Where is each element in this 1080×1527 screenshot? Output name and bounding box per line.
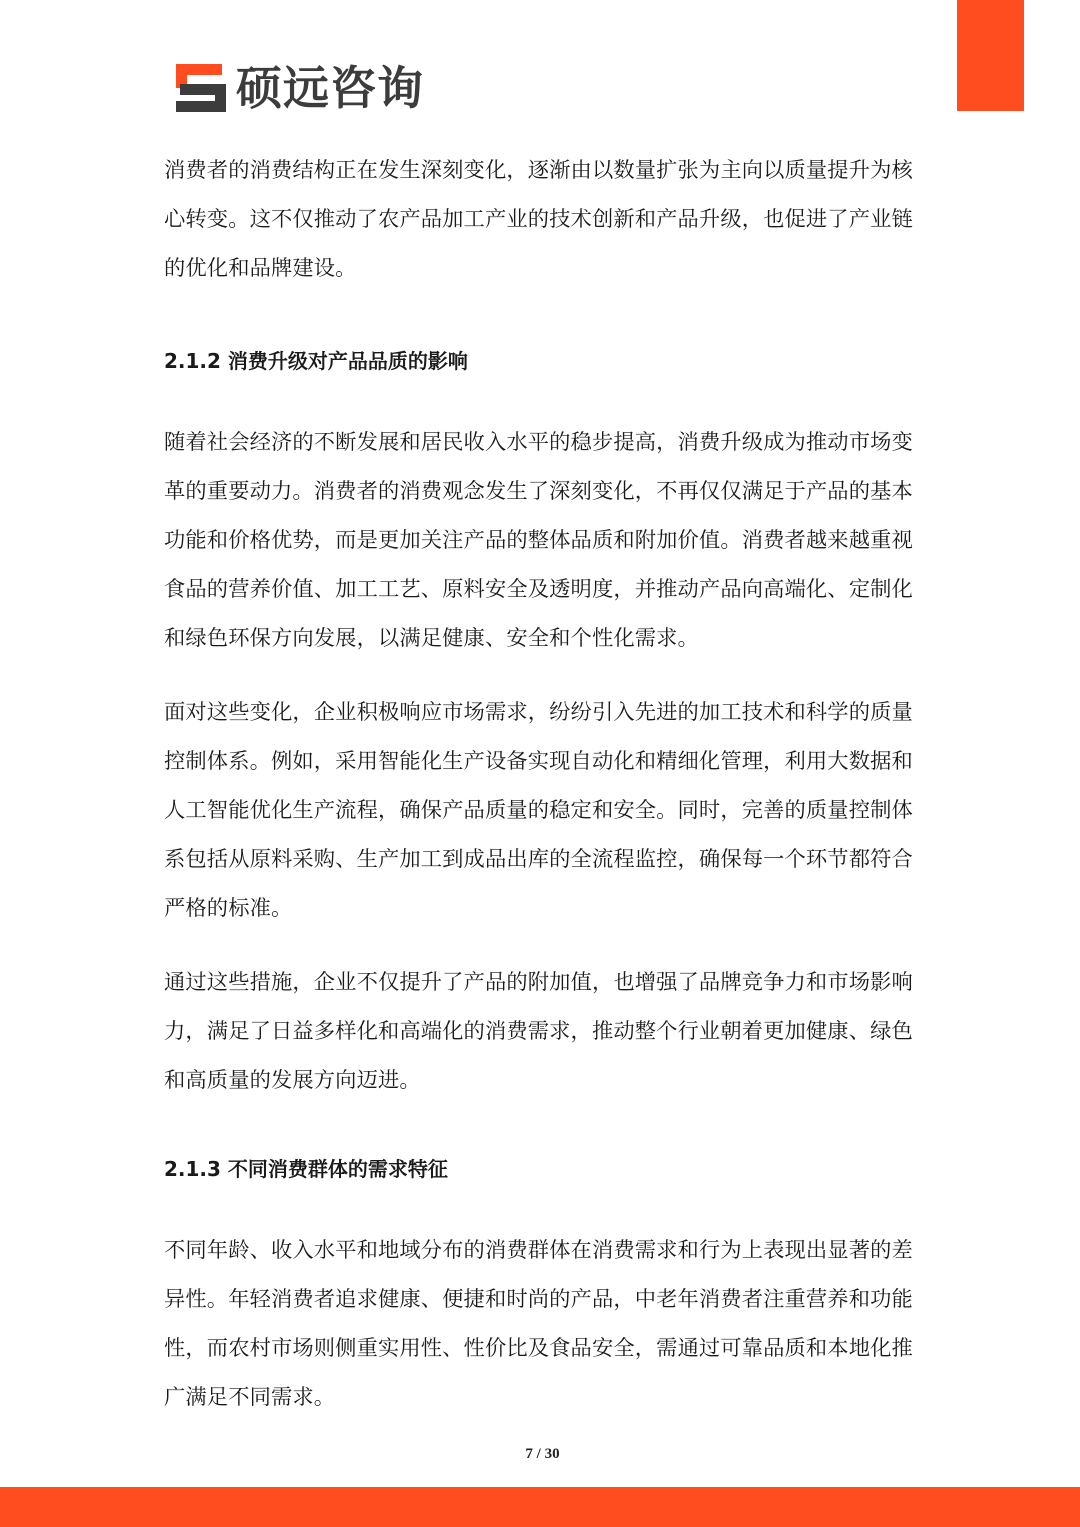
document-body: [164, 146, 916, 1422]
section-2-1-2-paragraph: 通过这些措施，企业不仅提升了产品的附加值，也增强了品牌竞争力和市场影响力，满足了日益多样化和高端化的消费需求，推动整个行业朝着更加健康、绿色和高质量的发展方向迈进。: [164, 970, 913, 1093]
section-2-1-3-paragraph: 不同年龄、收入水平和地域分布的消费群体在消费需求和行为上表现出显著的差异性。年轻消费者追求健康、便捷和时尚的产品，中老年消费者注重营养和功能性，而农村市场则侧重实用性、性价比及食品安全，需通过可靠品质和本地化推广满足不同需求。: [164, 1238, 913, 1410]
section-heading-2-1-3: 2.1.3 不同消费群体的需求特征: [164, 1157, 448, 1181]
section-2-1-2-paragraph: 面对这些变化，企业积极响应市场需求，纷纷引入先进的加工技术和科学的质量控制体系。例如，采用智能化生产设备实现自动化和精细化管理，利用大数据和人工智能优化生产流程，确保产品质量的稳定和安全。同时，完善的质量控制体系包括从原料采购、生产加工到成品出库的全流程监控，确保每一个环节都符合严格的标准。: [164, 700, 913, 921]
brand-name: 硕远咨询: [236, 61, 424, 115]
intro-paragraph: 消费者的消费结构正在发生深刻变化，逐渐由以数量扩张为主向以质量提升为核心转变。这不仅推动了农产品加工产业的技术创新和产品升级，也促进了产业链的优化和品牌建设。: [164, 158, 913, 281]
s-logo-icon: [176, 64, 226, 112]
header: [176, 58, 424, 118]
corner-accent-tab: [957, 0, 1024, 111]
footer-accent-bar: [0, 1487, 1080, 1527]
section-2-1-2-paragraph: 随着社会经济的不断发展和居民收入水平的稳步提高，消费升级成为推动市场变革的重要动力。消费者的消费观念发生了深刻变化，不再仅仅满足于产品的基本功能和价格优势，而是更加关注产品的整体品质和附加价值。消费者越来越重视食品的营养价值、加工工艺、原料安全及透明度，并推动产品向高端化、定制化和绿色环保方向发展，以满足健康、安全和个性化需求。: [164, 430, 913, 651]
section-heading-2-1-2: 2.1.2 消费升级对产品品质的影响: [164, 349, 468, 373]
page-number: 7 / 30: [525, 1446, 560, 1462]
